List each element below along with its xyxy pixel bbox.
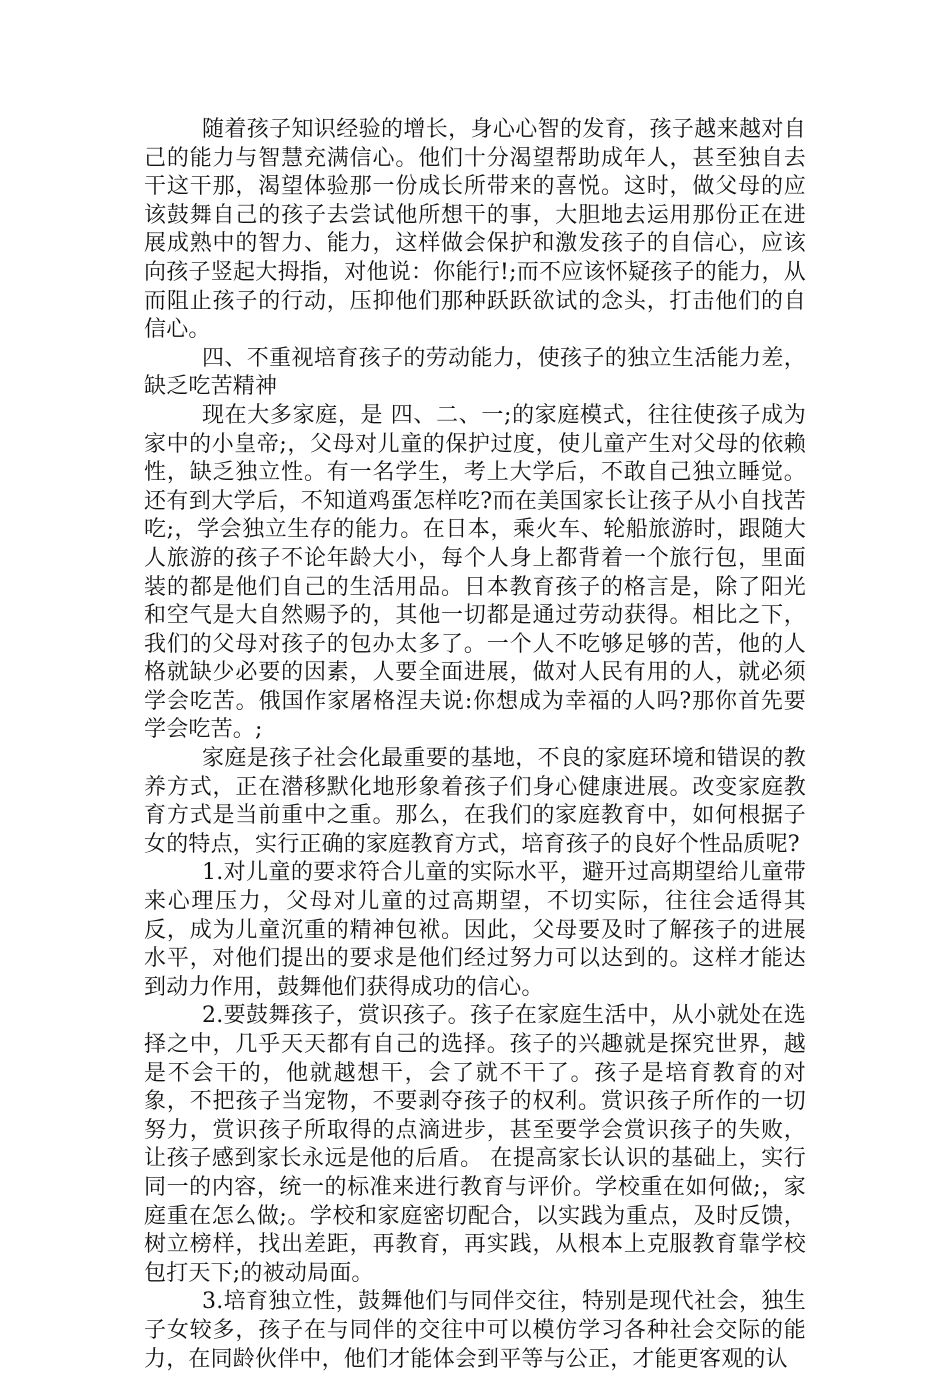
document-body — [144, 116, 806, 1374]
list-item-3-independence: 3.培育独立性，鼓舞他们与同伴交往，特别是现代社会，独生子女较多，孩子在与同伴的交往中可以模仿学习各种社会交际的能力，在同龄伙伴中，他们才能体会到平等与公正，才能更客观的认 — [144, 1289, 806, 1372]
paragraph-family-model: 现在大多家庭，是 四、二、一;的家庭模式，往往使孩子成为家中的小皇帝;，父母对儿童的保护过度，使儿童产生对父母的依赖性，缺乏独立性。有一名学生，考上大学后，不敢自己独立睡觉。还有到大学后，不知道鸡蛋怎样吃?而在美国家长让孩子从小自找苦吃;，学会独立生存的能力。在日本，乘火车、轮船旅游时，跟随大人旅游的孩子不论年龄大小，每个人身上都背着一个旅行包，里面装的都是他们自己的生活用品。日本教育孩子的格言是，除了阳光和空气是大自然赐予的，其他一切都是通过劳动获得。相比之下，我们的父母对孩子的包办太多了。一个人不吃够足够的苦，他的人格就缺少必要的因素，人要全面进展，做对人民有用的人，就必须学会吃苦。俄国作家屠格涅夫说:你想成为幸福的人吗?那你首先要学会吃苦。; — [144, 402, 806, 743]
section-heading-labor-ability: 四、不重视培育孩子的劳动能力，使孩子的独立生活能力差，缺乏吃苦精神 — [144, 345, 806, 400]
list-item-1-expectations: 1.对儿童的要求符合儿童的实际水平，避开过高期望给儿童带来心理压力，父母对儿童的过高期望，不切实际，往往会适得其反，成为儿童沉重的精神包袱。因此，父母要及时了解孩子的进展水平，对他们提出的要求是他们经过努力可以达到的。这样才能达到动力作用，鼓舞他们获得成功的信心。 — [144, 860, 806, 1000]
list-item-2-encouragement: 2.要鼓舞孩子，赏识孩子。孩子在家庭生活中，从小就处在选择之中，几乎天天都有自己的选择。孩子的兴趣就是探究世界，越是不会干的，他就越想干，会了就不干了。孩子是培育教育的对象，不把孩子当宠物，不要剥夺孩子的权利。赏识孩子所作的一切努力，赏识孩子所取得的点滴进步，甚至要学会赏识孩子的失败，让孩子感到家长永远是他的后盾。 在提高家长认识的基础上，实行同一的内容，统一的标准来进行教育与评价。学校重在如何做;，家庭重在怎么做;。学校和家庭密切配合，以实践为重点，及时反馈，树立榜样，找出差距，再教育，再实践，从根本上克服教育靠学校包打天下;的被动局面。 — [144, 1003, 806, 1286]
paragraph-self-confidence: 随着孩子知识经验的增长，身心心智的发育，孩子越来越对自己的能力与智慧充满信心。他们十分渴望帮助成年人，甚至独自去干这干那，渴望体验那一份成长所带来的喜悦。这时，做父母的应该鼓舞自己的孩子去尝试他所想干的事，大胆地去运用那份正在进展成熟中的智力、能力，这样做会保护和激发孩子的自信心，应该向孩子竖起大拇指，对他说：你能行!;而不应该怀疑孩子的能力，从而阻止孩子的行动，压抑他们那种跃跃欲试的念头，打击他们的自信心。 — [144, 117, 806, 343]
paragraph-family-education: 家庭是孩子社会化最重要的基地，不良的家庭环境和错误的教养方式，正在潜移默化地形象着孩子们身心健康进展。改变家庭教育方式是当前重中之重。那么，在我们的家庭教育中，如何根据子女的特点，实行正确的家庭教育方式，培育孩子的良好个性品质呢? — [144, 746, 806, 857]
